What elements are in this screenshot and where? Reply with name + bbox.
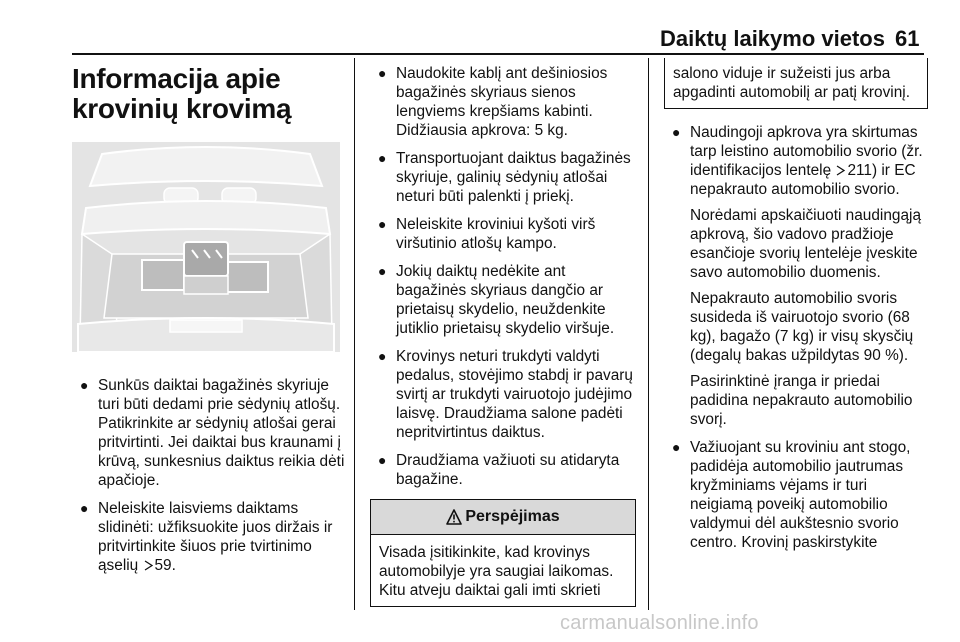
col2-bullet-list (370, 64, 636, 489)
bullet-icon: ● (672, 124, 681, 140)
page-reference-icon (144, 560, 153, 571)
column-1 (72, 58, 348, 584)
column-divider-1 (354, 58, 355, 610)
list-item: ● Naudokite kablį ant dešiniosios bagažinės skyriaus sienos lengviems krepšiams kabinti. Didžiausia apkrova: 5 kg. (378, 65, 608, 139)
list-item: ● Transportuojant daiktus bagažinės skyriuje, galinių sėdynių atlošai neturi būti palenkti į priekį. (378, 150, 631, 205)
column-2 (370, 58, 636, 607)
page-number: 61 (895, 26, 920, 51)
list-item: ● Draudžiama važiuoti su atidaryta bagažine. (378, 452, 620, 488)
bullet-icon: ● (672, 439, 681, 455)
bullet-icon: ● (378, 263, 387, 279)
header-title: Daiktų laikymo vietos (660, 26, 885, 51)
warning-icon (446, 509, 462, 525)
warning-title: Perspėjimas (465, 508, 560, 525)
warning-text: Visada įsitikinkite, kad krovinys automobilyje yra saugiai laikomas. Kitu atveju daiktai gali imti skrieti (379, 544, 614, 599)
list-item: ● Naudingoji apkrova yra skirtumas tarp leistino automobilio svorio (žr. identifikacijos lentelę 211) ir EC nepakrauto automobilio svorio. Norėdami apskaičiuoti naudingąją apkrovą, šio vadovo pradžioje esančioje svorių lentelėje įveskite savo automobilio duomenis. Nepakrauto automobilio svoris susideda iš vairuotojo svorio (68 kg), bagažo (7 kg) ir visų skysčių (degalų bakas užpildytas 90 %). Pasirinktinė įranga ir priedai padidina nepakrauto automobilio svorį. (672, 124, 923, 428)
column-3 (664, 58, 928, 561)
col3-bullet-list (664, 123, 928, 552)
bullet-icon: ● (378, 348, 387, 364)
page-reference-icon (836, 165, 845, 176)
bullet-icon: ● (378, 452, 387, 468)
list-item: ● Jokių daiktų nedėkite ant bagažinės skyriaus dangčio ar prietaisų skydelio, neuždenkite jutiklio prietaisų skydelio viršuje. (378, 263, 615, 337)
bullet-icon: ● (378, 65, 387, 81)
car-trunk-drawing (72, 142, 340, 352)
column-divider-2 (648, 58, 649, 610)
bullet-icon: ● (378, 216, 387, 232)
trunk-illustration (72, 142, 340, 352)
section-title-line-1: Informacija apie (72, 63, 281, 94)
section-title-line-2: krovinių krovimą (72, 93, 292, 124)
header-rule (72, 53, 924, 55)
page-reference[interactable]: 211) ir EC nepakrauto automobilio svorio. (690, 162, 916, 198)
list-item: ● Krovinys neturi trukdyti valdyti pedalus, stovėjimo stabdį ir pavarų svirtį ar trukdyti vairuotojo judėjimo laisvę. Draudžiama salone padėti nepritvirtintus daiktus. (378, 348, 633, 441)
list-item: ● Neleiskite kroviniui kyšoti virš viršutinio atlošų kampo. (378, 216, 596, 252)
list-item: ● Sunkūs daiktai bagažinės skyriuje turi būti dedami prie sėdynių atlošų. Patikrinkite ar sėdynių atlošai gerai pritvirtinti. Jei daiktai bus kraunami į krūvą, sunkesnius daiktus reikia dėti apačioje. (80, 377, 345, 489)
warning-continuation: salono viduje ir sužeisti jus arba apgadinti automobilį ar patį krovinį. (664, 58, 928, 109)
bullet-icon: ● (378, 150, 387, 166)
warning-box (370, 499, 636, 607)
bullet-icon: ● (80, 500, 89, 516)
page-header (0, 0, 960, 60)
bullet-icon: ● (80, 377, 89, 393)
watermark: carmanualsonline.info (560, 612, 759, 634)
col1-bullet-list (72, 376, 348, 575)
warning-header (371, 500, 635, 535)
list-item: ● Neleiskite laisviems daiktams slidinėti: užfiksuokite juos diržais ir pritvirtinkite šiuos prie tvirtinimo ąselių 59. (80, 500, 333, 574)
section-title (72, 64, 348, 124)
page-reference[interactable]: 59. (154, 557, 176, 574)
list-item: ● Važiuojant su kroviniu ant stogo, padidėja automobilio jautrumas kryžminiams vėjams ir turi neigiamą poveikį automobilio valdymui dėl aukštesnio svorio centro. Krovinį paskirstykite (672, 439, 911, 551)
